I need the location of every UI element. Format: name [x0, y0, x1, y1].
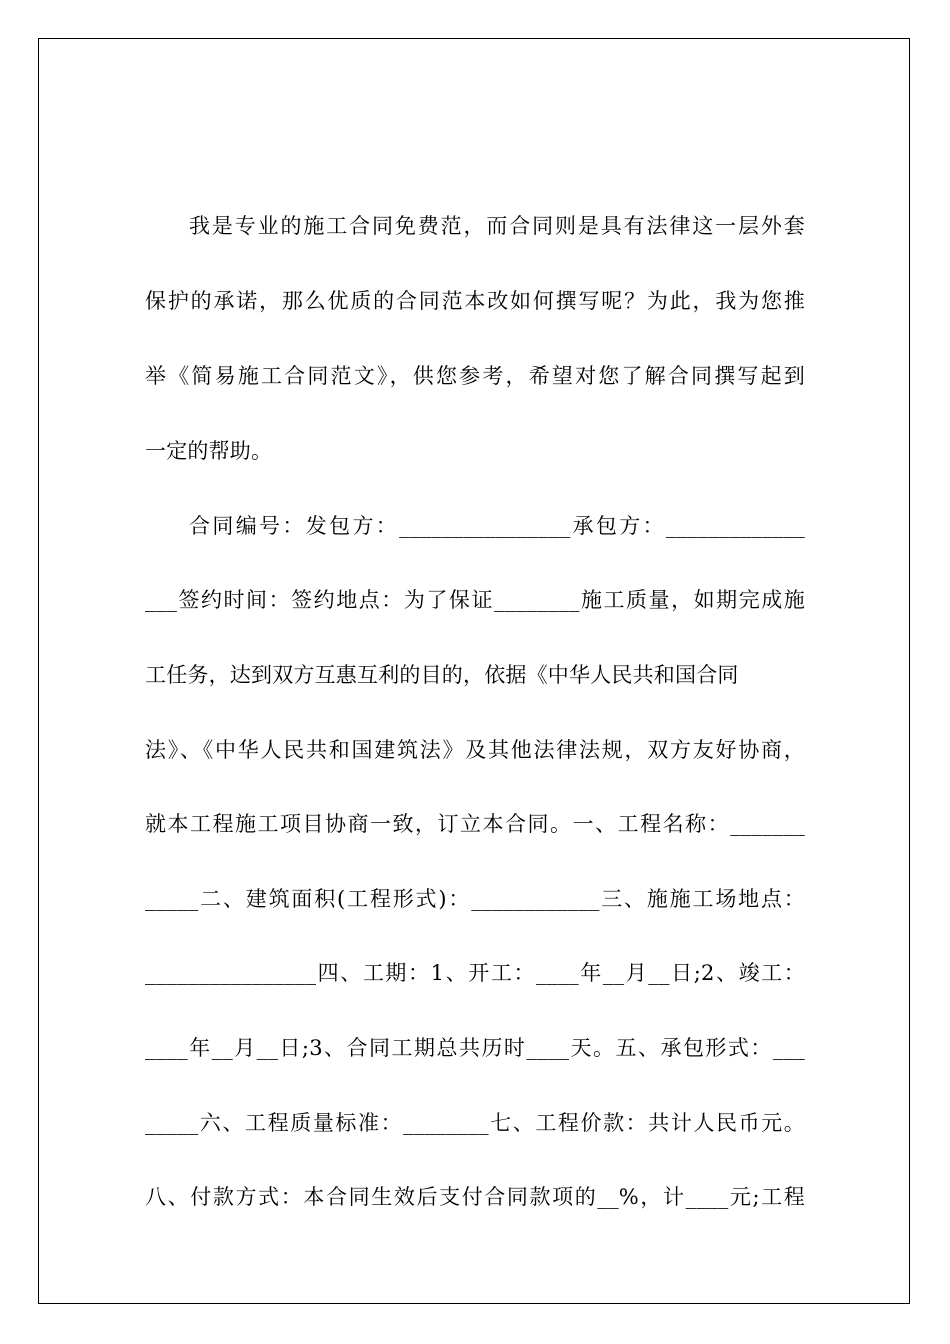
- paragraph-line: ________________四、工期：1、开工：____年__月__日;2、竣工：: [145, 961, 805, 985]
- paragraph-line: 合同编号：发包方：________________承包方：_____________: [189, 514, 805, 538]
- paragraph-line: _____六、工程质量标准：________七、工程价款：共计人民币元。: [145, 1111, 805, 1135]
- paragraph-line: 举《简易施工合同范文》，供您参考，希望对您了解合同撰写起到: [145, 364, 805, 388]
- paragraph-line: ____年__月__日;3、合同工期总共历时____天。五、承包形式：___: [145, 1036, 805, 1060]
- paragraph-line: 法》、《中华人民共和国建筑法》及其他法律法规，双方友好协商，: [145, 738, 805, 762]
- paragraph-line: 就本工程施工项目协商一致，订立本合同。一、工程名称：_______: [145, 812, 805, 836]
- paragraph-line: 八、付款方式：本合同生效后支付合同款项的__%，计____元;工程: [145, 1185, 805, 1209]
- paragraph-line: _____二、建筑面积(工程形式)：____________三、施施工场地点：: [145, 887, 805, 911]
- paragraph-line: 我是专业的施工合同免费范，而合同则是具有法律这一层外套: [189, 214, 805, 238]
- paragraph-line: ___签约时间：签约地点：为了保证________施工质量，如期完成施: [145, 588, 805, 612]
- paragraph-line: 工任务，达到双方互惠互利的目的，依据《中华人民共和国合同: [145, 663, 739, 687]
- paragraph-line: 一定的帮助。: [145, 439, 273, 463]
- paragraph-line: 保护的承诺，那么优质的合同范本改如何撰写呢？为此，我为您推: [145, 289, 805, 313]
